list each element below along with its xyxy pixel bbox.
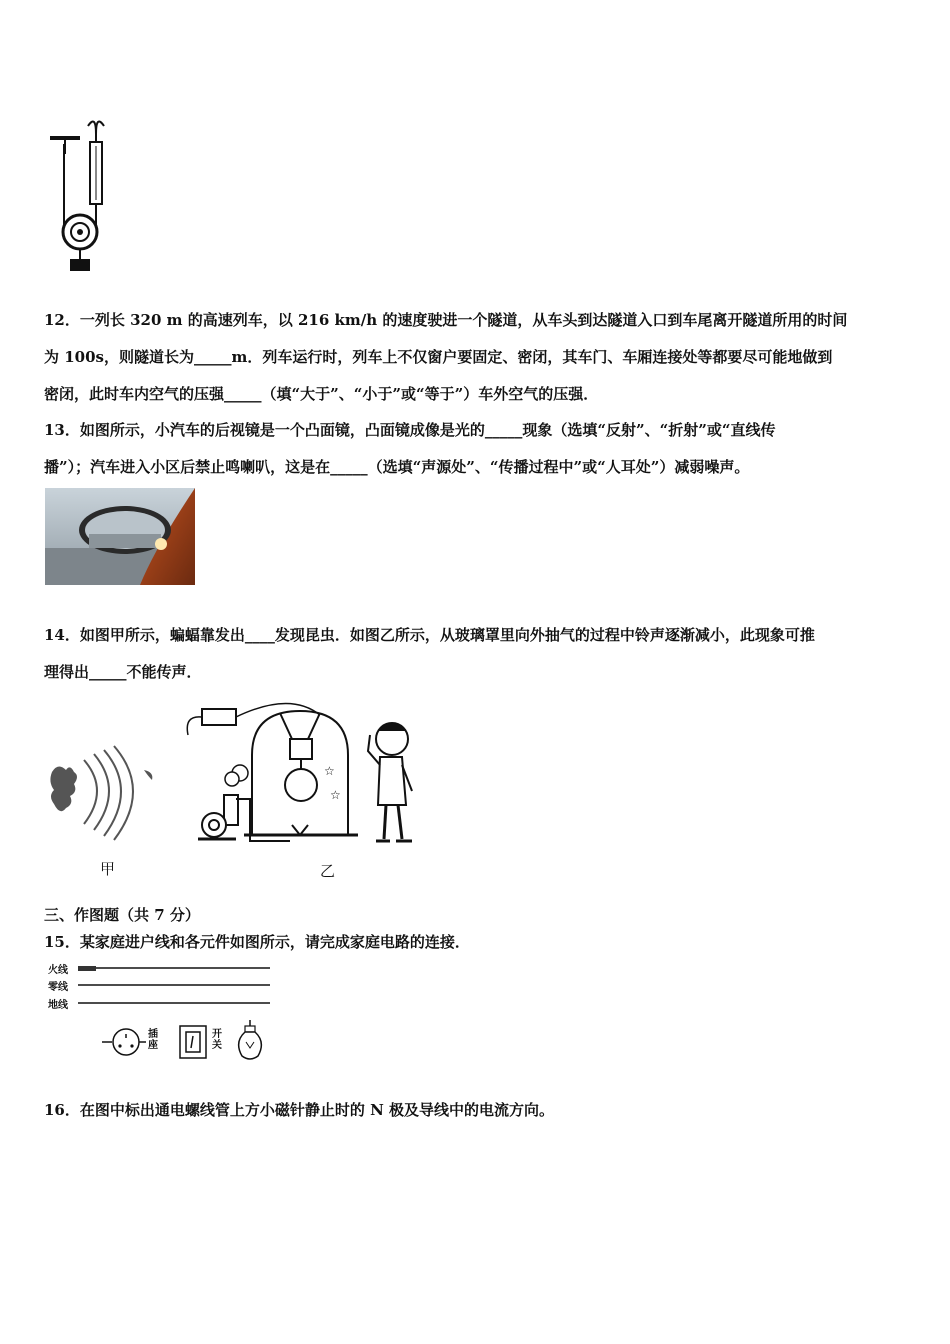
question-16: 16．在图中标出通电螺线管上方小磁针静止时的 N 极及导线中的电流方向。 (44, 1101, 555, 1119)
question-14-line-1: 14．如图甲所示，蝙蝠靠发出____发现昆虫．如图乙所示，从玻璃罩里向外抽气的过程中铃声逐渐减小，此现象可推 (44, 626, 815, 644)
question-12 (44, 302, 924, 413)
bat-echolocation-figure (44, 742, 159, 842)
switch-label: 开关 (212, 1029, 222, 1051)
question-14-line-2: 理得出_____不能传声． (44, 663, 202, 681)
svg-text:☆: ☆ (324, 764, 335, 778)
car-mirror-photo (45, 488, 195, 585)
question-15: 15．某家庭进户线和各元件如图所示，请完成家庭电路的连接． (44, 933, 470, 951)
figure-label-yi: 乙 (320, 862, 336, 880)
socket-label: 插座 (148, 1029, 158, 1051)
household-circuit-figure (44, 958, 274, 1066)
question-13-line-1: 13．如图所示，小汽车的后视镜是一个凸面镜，凸面镜成像是光的_____现象（选填“反射”、“折射”或“直线传 (44, 421, 776, 439)
pulley-figure (44, 104, 114, 274)
figure-label-jia: 甲 (100, 860, 116, 878)
svg-text:☆: ☆ (330, 788, 341, 802)
wire-label-ground: 地线 (48, 1000, 68, 1011)
question-12-line-1: 12．一列长 320 m 的高速列车，以 216 km/h 的速度驶进一个隧道，从车头到达隧道入口到车尾离开隧道所用的时间 (44, 311, 848, 329)
question-12-line-3: 密闭，此时车内空气的压强_____（填“大于”、“小于”或“等于”）车外空气的压强． (44, 385, 599, 403)
question-14 (44, 617, 924, 691)
question-12-line-2: 为 100s，则隧道长为_____m．列车运行时，列车上不仅窗户要固定、密闭，其车门、车厢连接处等都要尽可能地做到 (44, 348, 833, 366)
socket-icon (102, 1029, 146, 1055)
light-bulb-icon (239, 1020, 262, 1059)
fuse-icon (78, 966, 96, 971)
bell-jar-figure (180, 695, 435, 855)
wire-label-neutral: 零线 (48, 982, 68, 993)
circuit-drawing (44, 958, 274, 1066)
wire-label-live: 火线 (48, 965, 68, 976)
question-13 (44, 412, 924, 486)
question-13-line-2: 播”）；汽车进入小区后禁止鸣喇叭，这是在_____（选填“声源处”、“传播过程中”或“人耳处”）减弱噪声。 (44, 458, 750, 476)
switch-icon (180, 1026, 206, 1058)
section-3-title: 三、作图题（共 7 分） (44, 906, 200, 924)
